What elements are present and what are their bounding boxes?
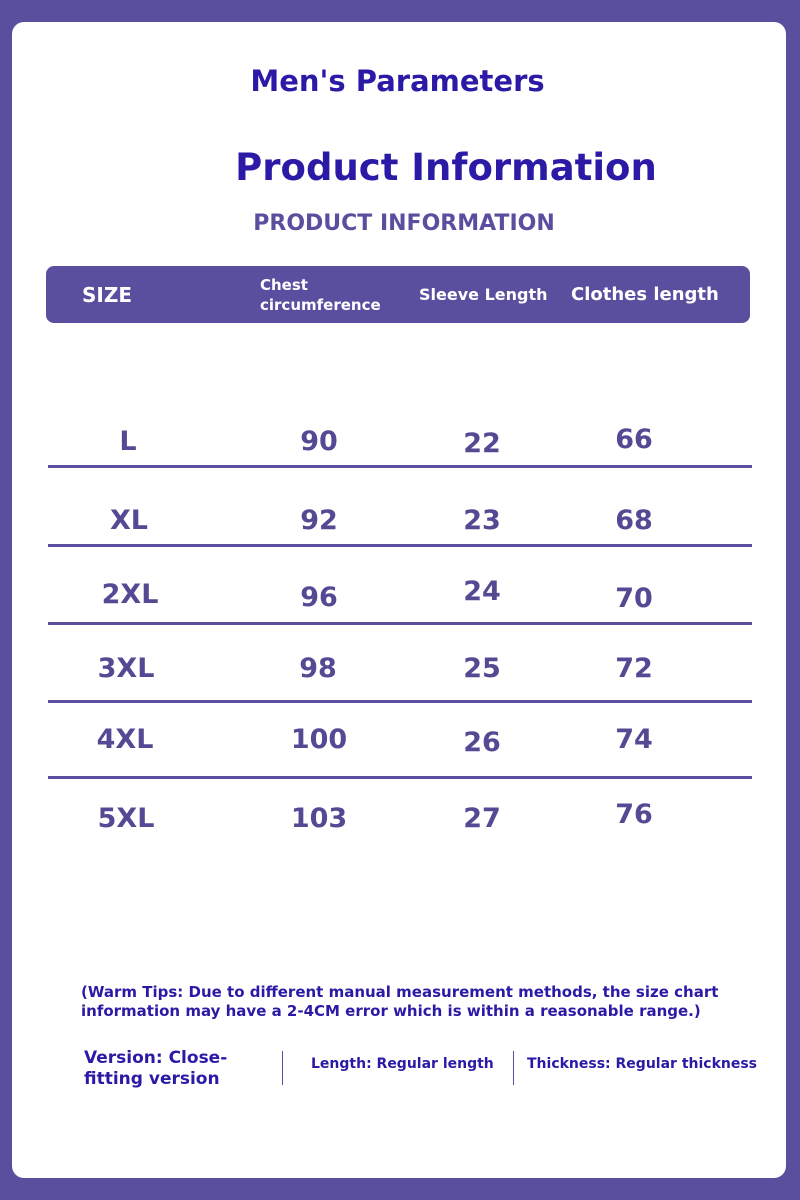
clothes-cell: 70 bbox=[615, 583, 653, 614]
table-row bbox=[48, 779, 752, 849]
size-table-header bbox=[46, 266, 750, 323]
attribute-divider bbox=[282, 1051, 283, 1085]
size-cell: XL bbox=[109, 505, 149, 536]
chest-cell: 90 bbox=[300, 426, 338, 457]
header-chest: Chest circumference bbox=[260, 275, 381, 314]
sleeve-cell: 27 bbox=[463, 803, 501, 834]
chest-cell: 103 bbox=[290, 803, 348, 834]
chest-cell: 100 bbox=[290, 724, 348, 755]
header-size: SIZE bbox=[82, 282, 133, 307]
table-row bbox=[48, 703, 752, 779]
length-attribute: Length: Regular length bbox=[311, 1056, 494, 1072]
mens-parameters-title: Men's Parameters bbox=[250, 64, 545, 98]
size-cell: 4XL bbox=[96, 724, 154, 755]
table-row bbox=[48, 625, 752, 703]
header-clothes: Clothes length bbox=[571, 284, 719, 305]
sleeve-cell: 26 bbox=[463, 727, 501, 758]
product-information-title: Product Information bbox=[235, 146, 657, 189]
size-cell: 5XL bbox=[97, 803, 155, 834]
chest-cell: 98 bbox=[299, 653, 337, 684]
clothes-cell: 74 bbox=[615, 724, 653, 755]
clothes-cell: 76 bbox=[615, 799, 653, 830]
product-information-subtitle: PRODUCT INFORMATION bbox=[253, 211, 555, 236]
sleeve-cell: 24 bbox=[463, 576, 501, 607]
sleeve-cell: 22 bbox=[463, 428, 501, 459]
attribute-divider bbox=[513, 1051, 514, 1085]
table-row bbox=[48, 468, 752, 547]
size-cell: L bbox=[119, 426, 137, 457]
product-attributes bbox=[0, 1048, 800, 1088]
warm-tips-note: (Warm Tips: Due to different manual measurement methods, the size chart information may have a 2-4CM error which is within a reasonable range.) bbox=[81, 983, 719, 1020]
clothes-cell: 66 bbox=[615, 424, 653, 455]
sleeve-cell: 25 bbox=[463, 653, 501, 684]
header-sleeve: Sleeve Length bbox=[419, 285, 548, 304]
chest-cell: 92 bbox=[300, 505, 338, 536]
table-row bbox=[48, 547, 752, 625]
clothes-cell: 68 bbox=[615, 505, 653, 536]
sleeve-cell: 23 bbox=[463, 505, 501, 536]
clothes-cell: 72 bbox=[615, 653, 653, 684]
size-cell: 3XL bbox=[97, 653, 155, 684]
thickness-attribute: Thickness: Regular thickness bbox=[527, 1056, 758, 1072]
version-attribute: Version: Close-fitting version bbox=[84, 1048, 228, 1089]
table-row bbox=[48, 420, 752, 468]
size-cell: 2XL bbox=[101, 579, 159, 610]
chest-cell: 96 bbox=[300, 582, 338, 613]
